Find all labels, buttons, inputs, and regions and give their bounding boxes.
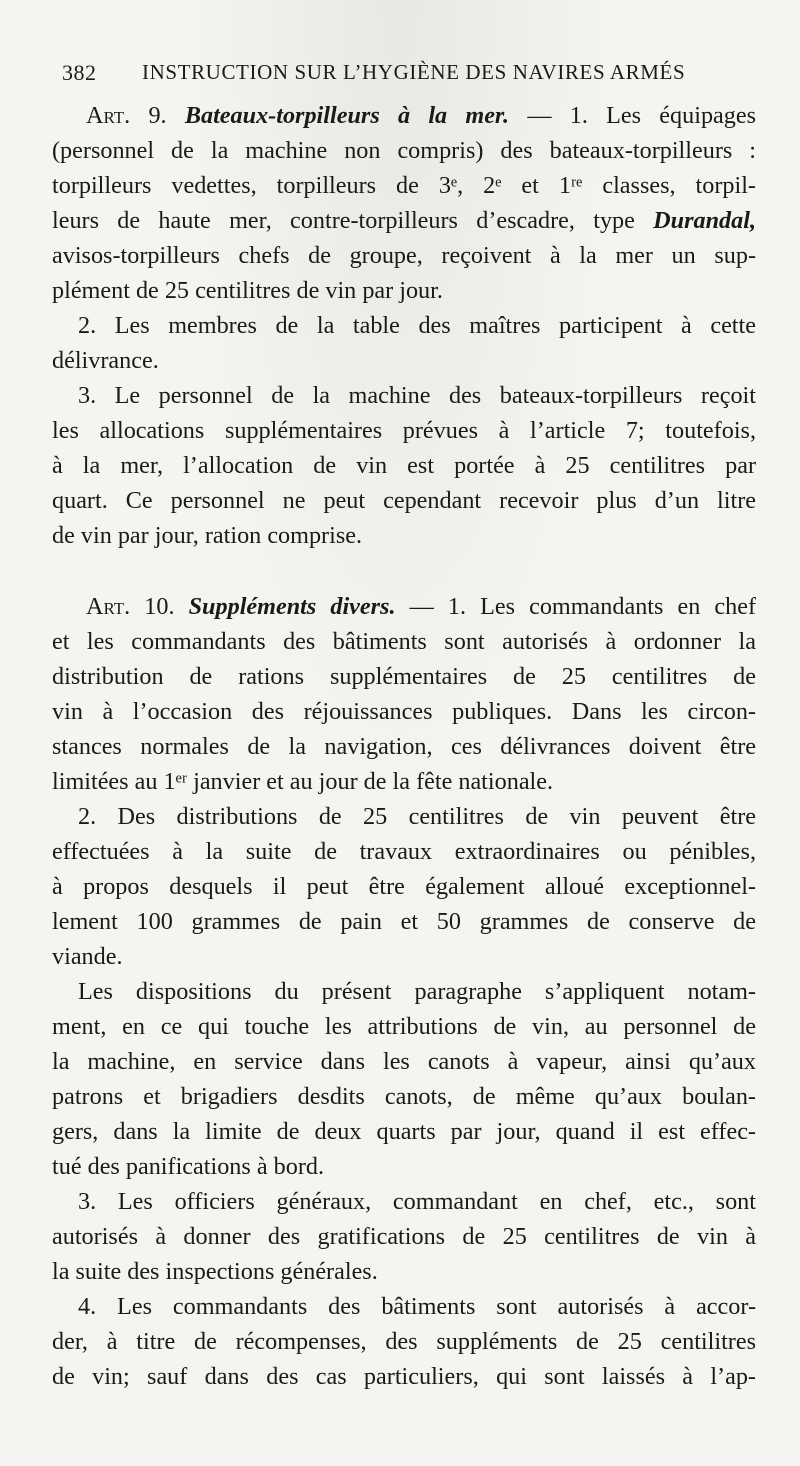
- art9-line: (personnel de la machine non compris) des bateaux-torpilleurs :: [52, 137, 756, 164]
- art9-line: 2. Les membres de la table des maîtres participent à cette: [78, 312, 756, 339]
- art10-line: gers, dans la limite de deux quarts par jour, quand il est effec-: [52, 1118, 756, 1145]
- art10-line: de vin; sauf dans des cas particuliers, qui sont laissés à l’ap-: [52, 1363, 756, 1390]
- body-text: [52, 98, 756, 1394]
- art10-line: Les dispositions du présent paragraphe s’appliquent notam-: [78, 978, 756, 1005]
- art9-line: avisos-torpilleurs chefs de groupe, reçoivent à la mer un sup-: [52, 242, 756, 269]
- art9-line: les allocations supplémentaires prévues à l’article 7; toutefois,: [52, 417, 756, 444]
- art10-line: à propos desquels il peut être également alloué exceptionnel-: [52, 873, 756, 900]
- art10-line: 3. Les officiers généraux, commandant en chef, etc., sont: [78, 1188, 756, 1215]
- art9-line: délivrance.: [52, 347, 159, 374]
- art10-line-0: — 1. Les commandants en chef: [409, 593, 756, 620]
- art9-heading-line: [52, 98, 756, 133]
- art10-line: der, à titre de récompenses, des suppléments de 25 centilitres: [52, 1328, 756, 1355]
- page-number: 382: [62, 60, 97, 85]
- art10-line: ment, en ce qui touche les attributions de vin, au personnel de: [52, 1013, 756, 1040]
- art10-heading-line: [52, 589, 756, 624]
- art10-line: la machine, en service dans les canots à vapeur, ainsi qu’aux: [52, 1048, 756, 1075]
- art9-line: à la mer, l’allocation de vin est portée à 25 centilitres par: [52, 452, 756, 479]
- art10-label: Art. 10.: [86, 593, 175, 620]
- art10-line: patrons et brigadiers desdits canots, de même qu’aux boulan-: [52, 1083, 756, 1110]
- art10-line: lement 100 grammes de pain et 50 grammes de conserve de: [52, 908, 756, 935]
- art10-line: et les commandants des bâtiments sont autorisés à ordonner la: [52, 628, 756, 655]
- art9-title: Bateaux-torpilleurs à la mer.: [184, 102, 510, 129]
- art9-line-0: — 1. Les équipages: [527, 102, 756, 129]
- art9-line: quart. Ce personnel ne peut cependant recevoir plus d’un litre: [52, 487, 756, 514]
- art10-line: effectuées à la suite de travaux extraordinaires ou pénibles,: [52, 838, 756, 865]
- art9-type-name: Durandal,: [653, 207, 756, 234]
- art9-line-3: leurs de haute mer, contre-torpilleurs d’escadre, type: [52, 207, 635, 234]
- art10-title: Suppléments divers.: [188, 593, 396, 620]
- art10-line: stances normales de la navigation, ces délivrances doivent être: [52, 733, 756, 760]
- art10-line: viande.: [52, 943, 123, 970]
- art9-line: plément de 25 centilitres de vin par jour.: [52, 277, 443, 304]
- running-title: INSTRUCTION SUR L’HYGIÈNE DES NAVIRES ARMÉS: [142, 60, 686, 84]
- art9-label: Art. 9.: [86, 102, 167, 129]
- page-header: [62, 52, 742, 92]
- section-gap: [52, 553, 756, 589]
- art10-line: la suite des inspections générales.: [52, 1258, 378, 1285]
- art9-type-line: [52, 203, 756, 238]
- art9-line: de vin par jour, ration comprise.: [52, 522, 363, 549]
- art10-line: 4. Les commandants des bâtiments sont autorisés à accor-: [78, 1293, 756, 1320]
- art9-line: 3. Le personnel de la machine des bateaux-torpilleurs reçoit: [78, 382, 756, 409]
- art10-line: 2. Des distributions de 25 centilitres de vin peuvent être: [78, 803, 756, 830]
- art9-line: torpilleurs vedettes, torpilleurs de 3ᵉ, 2ᵉ et 1ʳᵉ classes, torpil-: [52, 172, 756, 199]
- art10-line: vin à l’occasion des réjouissances publiques. Dans les circon-: [52, 698, 756, 725]
- art10-line: limitées au 1ᵉʳ janvier et au jour de la fête nationale.: [52, 768, 554, 795]
- art10-line: tué des panifications à bord.: [52, 1153, 325, 1180]
- art10-line: distribution de rations supplémentaires de 25 centilitres de: [52, 663, 756, 690]
- art10-line: autorisés à donner des gratifications de 25 centilitres de vin à: [52, 1223, 756, 1250]
